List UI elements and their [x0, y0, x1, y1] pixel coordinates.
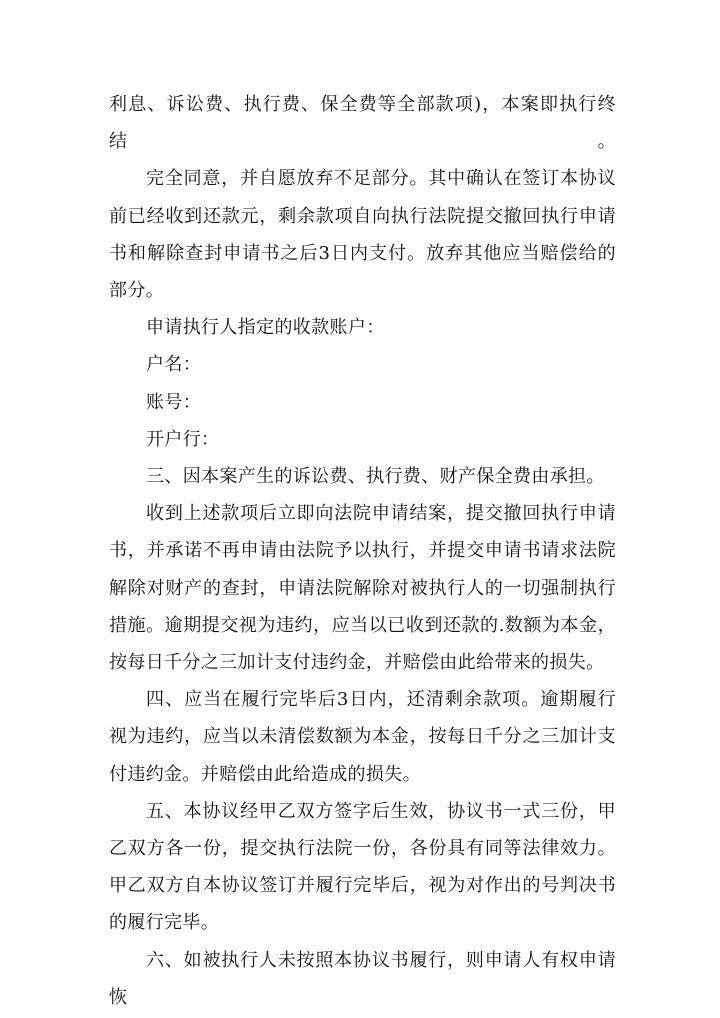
- clause-four: 四、应当在履行完毕后3日内，还清剩余款项。逾期履行视为违约，应当以未清偿数额为本金，按每日千分之三加计支付违约金。并赔偿由此给造成的损失。: [109, 689, 616, 785]
- paragraph-continuation: 利息、诉讼费、执行费、保全费等全部款项)，本案即执行终结。: [109, 94, 616, 153]
- field-account-name: 户名：: [146, 354, 202, 376]
- clause-six: 六、如被执行人未按照本协议书履行，则申请人有权申请恢: [109, 949, 616, 1008]
- paragraph-account-heading: 申请执行人指定的收款账户：: [146, 317, 385, 339]
- paragraph-case-closure: 收到上述款项后立即向法院申请结案，提交撤回执行申请书，并承诺不再申请由法院予以执行，并提交申请书请求法院解除对财产的查封，申请法院解除对被执行人的一切强制执行措施。逾期提交视为违约，应当以已收到还款的.数额为本金，按每日千分之三加计支付违约金，并赔偿由此给带来的损失。: [109, 503, 616, 674]
- field-bank: 开户行：: [146, 428, 220, 450]
- document-body: [109, 86, 616, 1016]
- paragraph-consent: 完全同意，并自愿放弃不足部分。其中确认在签订本协议前已经收到还款元，剩余款项自向执行法院提交撤回执行申请书和解除查封申请书之后3日内支付。放弃其他应当赔偿给的部分。: [109, 168, 616, 302]
- field-account-number: 账号：: [146, 391, 202, 413]
- clause-three: 三、因本案产生的诉讼费、执行费、财产保全费由承担。: [146, 466, 605, 488]
- clause-five: 五、本协议经甲乙双方签字后生效，协议书一式三份，甲乙双方各一份，提交执行法院一份，各份具有同等法律效力。甲乙双方自本协议签订并履行完毕后，视为对作出的号判决书的履行完毕。: [109, 800, 616, 934]
